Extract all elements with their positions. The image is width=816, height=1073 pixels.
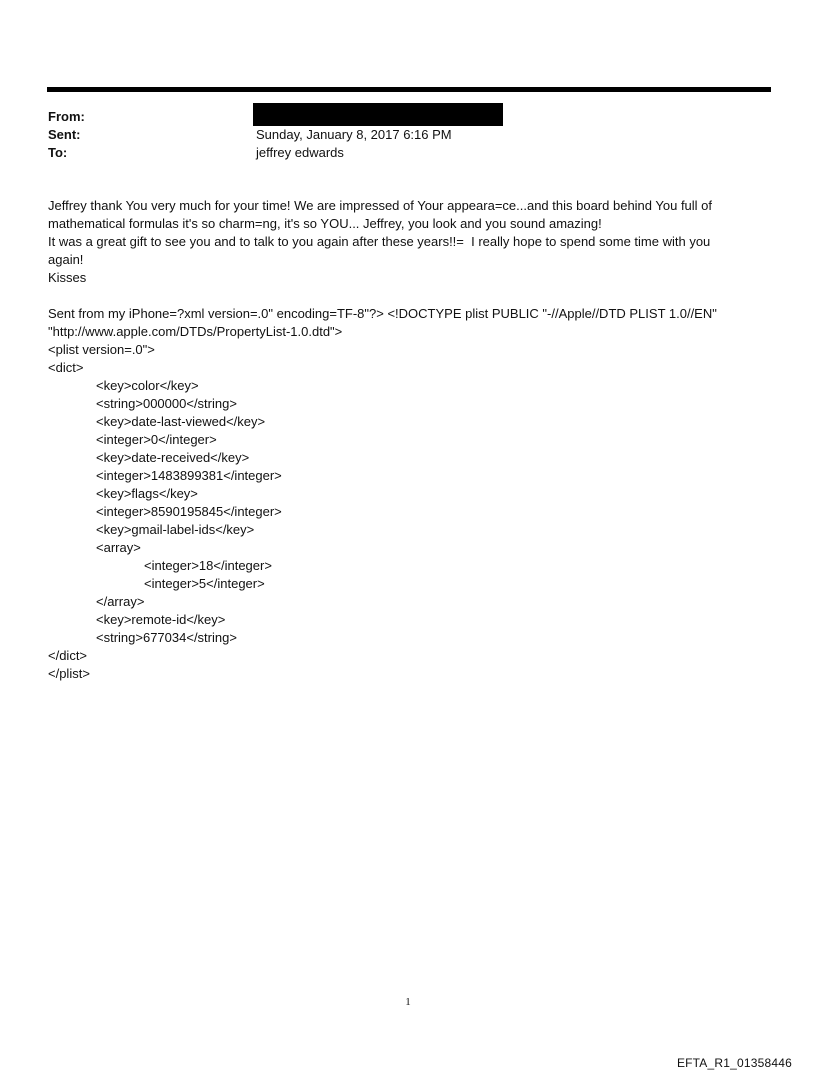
- plist-dict-line: <integer>8590195845</integer>: [96, 504, 282, 519]
- sent-row: [48, 126, 768, 144]
- signature-line: <plist version=.0">: [48, 342, 155, 357]
- message-body: [48, 197, 768, 683]
- header-divider: [47, 87, 771, 92]
- signature-line: Sent from my iPhone=?xml version=.0" encoding=TF-8"?> <!DOCTYPE plist PUBLIC "-//Apple//DTD PLIST 1.0//EN": [48, 306, 717, 321]
- redaction-block: [253, 103, 503, 126]
- plist-closing-line: </plist>: [48, 666, 90, 681]
- sent-value: Sunday, January 8, 2017 6:16 PM: [256, 127, 452, 142]
- plist-dict-line: <integer>0</integer>: [96, 432, 217, 447]
- from-label: From:: [48, 109, 85, 124]
- document-id: EFTA_R1_01358446: [676, 1056, 792, 1070]
- sent-label: Sent:: [48, 127, 81, 142]
- plist-closing-line: </dict>: [48, 648, 88, 663]
- plist-dict-line: <key>flags</key>: [96, 486, 198, 501]
- to-row: [48, 144, 768, 162]
- signature-line: <dict>: [48, 360, 84, 375]
- plist-dict-line: <key>remote-id</key>: [96, 612, 226, 627]
- to-label: To:: [48, 145, 68, 160]
- body-line: It was a great gift to see you and to talk to you again after these years!!= I really hope to spend some time with you: [48, 234, 711, 249]
- body-line: again!: [48, 252, 84, 267]
- plist-array-line: <integer>18</integer>: [144, 558, 272, 573]
- to-value: jeffrey edwards: [256, 145, 344, 160]
- body-line: Kisses: [48, 270, 87, 285]
- plist-dict-line: <key>color</key>: [96, 378, 199, 393]
- body-line: mathematical formulas it's so charm=ng, it's so YOU... Jeffrey, you look and you sound amazing!: [48, 216, 602, 231]
- signature-line: "http://www.apple.com/DTDs/PropertyList-1.0.dtd">: [48, 324, 343, 339]
- plist-dict-line: <key>gmail-label-ids</key>: [96, 522, 255, 537]
- plist-array-line: <integer>5</integer>: [144, 576, 265, 591]
- plist-dict-line: <integer>1483899381</integer>: [96, 468, 282, 483]
- plist-dict-line: <key>date-last-viewed</key>: [96, 414, 266, 429]
- plist-dict-line: <array>: [96, 540, 141, 555]
- body-line: Jeffrey thank You very much for your time! We are impressed of Your appeara=ce...and this board behind You full of: [48, 198, 713, 213]
- plist-dict-line: <string>000000</string>: [96, 396, 237, 411]
- plist-dict-line: <string>677034</string>: [96, 630, 237, 645]
- plist-dict-line: </array>: [96, 594, 145, 609]
- page-number: 1: [405, 996, 411, 1008]
- paragraph-gap: [48, 287, 768, 305]
- plist-dict-line: <key>date-received</key>: [96, 450, 250, 465]
